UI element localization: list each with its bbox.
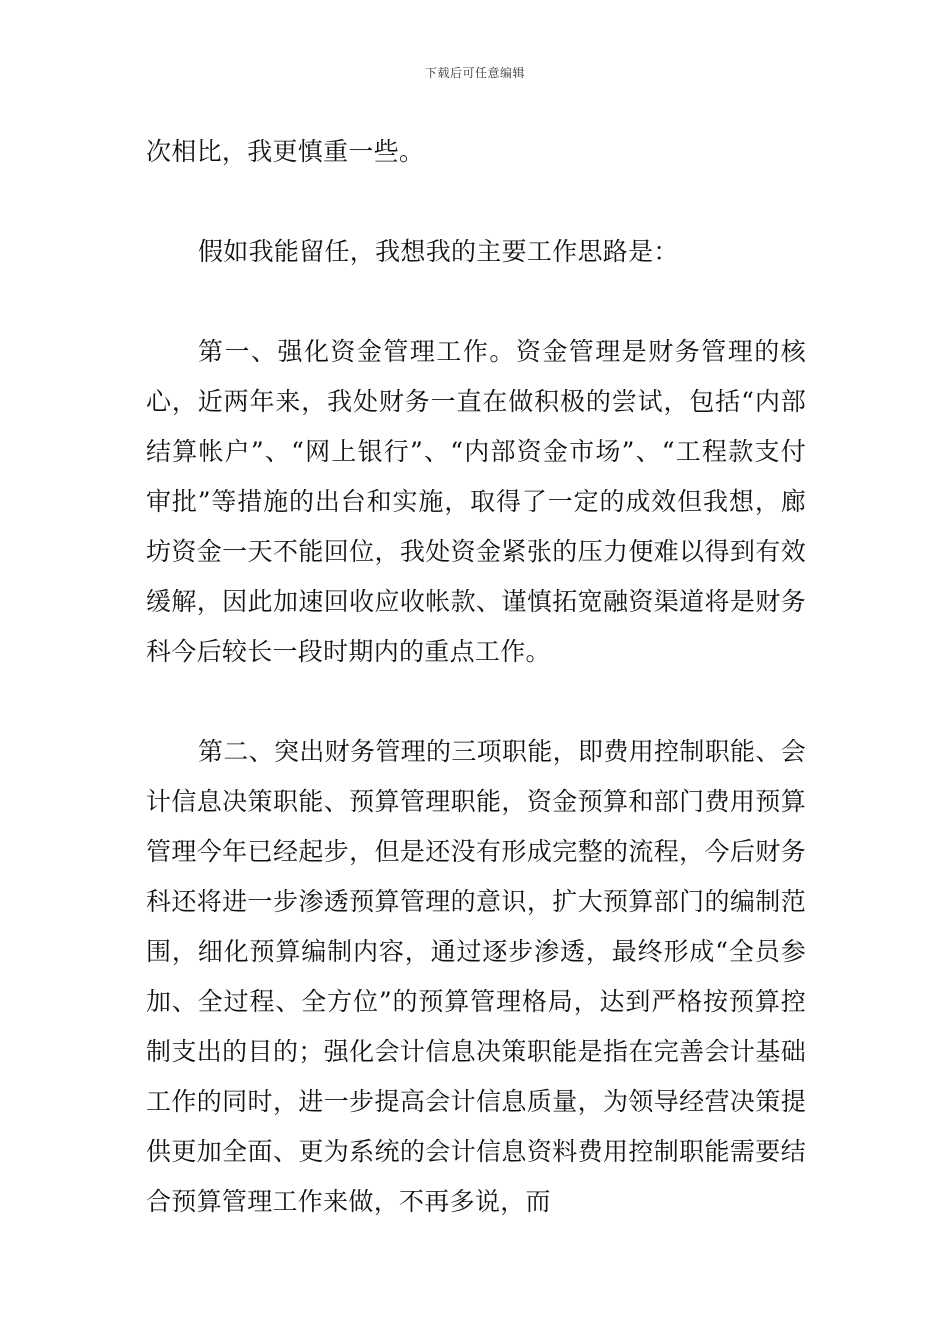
- paragraph-point-two: 第二、突出财务管理的三项职能，即费用控制职能、会计信息决策职能、预算管理职能，资金预算和部门费用预算管理今年已经起步，但是还没有形成完整的流程，今后财务科还将进一步渗透预算管理的意识，扩大预算部门的编制范围，细化预算编制内容，通过逐步渗透，最终形成“全员参加、全过程、全方位”的预算管理格局，达到严格按预算控制支出的目的；强化会计信息决策职能是指在完善会计基础工作的同时，进一步提高会计信息质量，为领导经营决策提供更加全面、更为系统的会计信息资料费用控制职能需要结合预算管理工作来做，不再多说，而: [146, 737, 806, 1216]
- paragraph-point-one: 第一、强化资金管理工作。资金管理是财务管理的核心，近两年来，我处财务一直在做积极的尝试，包括“内部结算帐户”、“网上银行”、“内部资金市场”、“工程款支付审批”等措施的出台和实施，取得了一定的成效但我想，廊坊资金一天不能回位，我处资金紧张的压力便难以得到有效缓解，因此加速回收应收帐款、谨慎拓宽融资渠道将是财务科今后较长一段时期内的重点工作。: [146, 337, 806, 666]
- page-header: 下载后可任意编辑: [424, 66, 525, 80]
- paragraph-intro: 假如我能留任，我想我的主要工作思路是：: [198, 237, 679, 266]
- document-body: [146, 127, 806, 1227]
- paragraph-continuation: 次相比，我更慎重一些。: [146, 137, 425, 166]
